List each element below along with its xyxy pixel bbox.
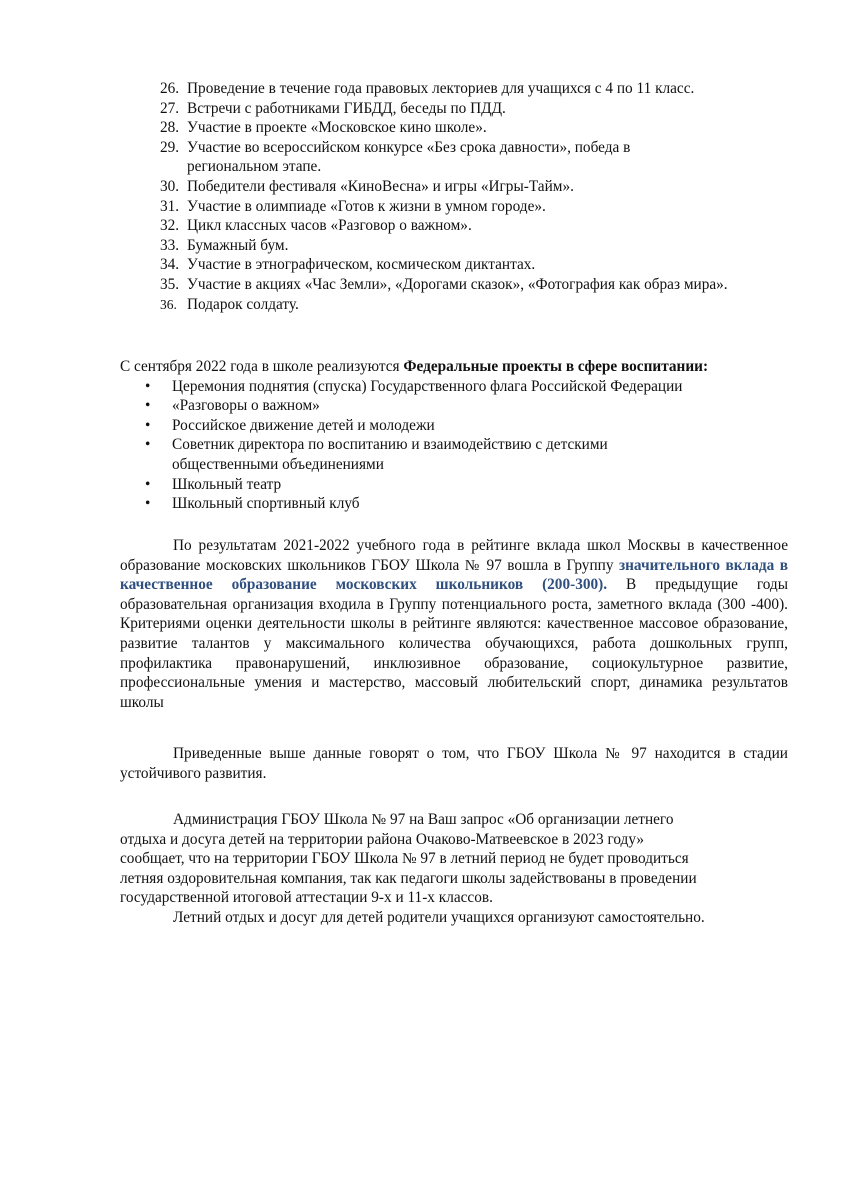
stability-paragraph: Приведенные выше данные говорят о том, что ГБОУ Школа № 97 находится в стадии устойчивого развития. bbox=[120, 745, 788, 782]
summer-line: Администрация ГБОУ Школа № 97 на Ваш запрос «Об организации летнего bbox=[173, 811, 674, 828]
federal-projects-list bbox=[120, 377, 800, 514]
intro-bold-text: Федеральные проекты в сфере воспитании: bbox=[403, 358, 709, 375]
rating-highlight: значительного вклада в качественное образование московских школьников (200-300). bbox=[120, 556, 788, 594]
list-text: Цикл классных часов «Разговор о важном». bbox=[187, 217, 472, 235]
list-item bbox=[120, 435, 800, 474]
list-text: Участие в этнографическом, космическом диктантах. bbox=[187, 256, 536, 274]
list-text: Встречи с работниками ГИБДД, беседы по ПДД. bbox=[187, 99, 506, 117]
list-text: Проведение в течение года правовых лекториев для учащихся с 4 по 11 класс. bbox=[187, 80, 695, 97]
rating-paragraph bbox=[120, 536, 788, 712]
list-text: Участие во всероссийском конкурсе «Без срока давности», победа в региональном этапе. bbox=[187, 138, 631, 176]
list-text: Участие в проекте «Московское кино школе». bbox=[187, 119, 487, 137]
list-number: 30. bbox=[160, 177, 180, 195]
list-number: 31. bbox=[160, 197, 180, 215]
list-item bbox=[160, 177, 800, 197]
list-number: 27. bbox=[160, 99, 180, 117]
list-number: 35. bbox=[160, 275, 180, 293]
list-text: Школьный спортивный клуб bbox=[172, 495, 360, 513]
list-text: Участие в олимпиаде «Готов к жизни в умном городе». bbox=[187, 197, 546, 215]
summer-line: летняя оздоровительная компания, так как педагоги школы задействованы в проведении bbox=[120, 869, 697, 887]
list-item bbox=[160, 255, 800, 275]
intro-text: С сентября 2022 года в школе реализуются bbox=[120, 358, 404, 375]
list-number: 33. bbox=[160, 236, 180, 254]
bullet-icon: • bbox=[145, 416, 151, 434]
events-numbered-list bbox=[160, 79, 800, 314]
list-item bbox=[160, 99, 800, 119]
list-item bbox=[120, 377, 800, 397]
list-item bbox=[160, 138, 800, 177]
list-text: Церемония поднятия (спуска) Государственного флага Российской Федерации bbox=[172, 377, 683, 395]
list-number: 34. bbox=[160, 256, 180, 274]
summer-line: Летний отдых и досуг для детей родители учащихся организуют самостоятельно. bbox=[173, 908, 705, 926]
bullet-icon: • bbox=[145, 495, 151, 513]
list-text: Российское движение детей и молодежи bbox=[172, 416, 435, 434]
list-text: «Разговоры о важном» bbox=[172, 397, 320, 415]
bullet-icon: • bbox=[145, 397, 151, 415]
federal-projects-section bbox=[120, 357, 800, 514]
list-text: Школьный театр bbox=[172, 475, 282, 493]
list-item bbox=[160, 295, 800, 315]
list-item bbox=[120, 396, 800, 416]
list-number: 36. bbox=[160, 296, 177, 312]
bullet-icon: • bbox=[145, 475, 151, 493]
list-text: Советник директора по воспитанию и взаимодействию с детскими общественными объединениями bbox=[172, 436, 608, 473]
rating-text-before: По результатам 2021-2022 учебного года в рейтинге вклада школ Москвы в качественное образование московских школьников ГБОУ Школа № 97 вошла в Группу bbox=[120, 537, 788, 574]
bullet-icon: • bbox=[145, 377, 151, 395]
list-item bbox=[120, 475, 800, 495]
list-item bbox=[160, 236, 800, 256]
list-text: Победители фестиваля «КиноВесна» и игры «Игры-Тайм». bbox=[187, 177, 574, 195]
summer-line: сообщает, что на территории ГБОУ Школа № 97 в летний период не будет проводиться bbox=[120, 850, 689, 868]
list-item bbox=[160, 216, 800, 236]
list-item bbox=[160, 197, 800, 217]
list-item bbox=[160, 275, 800, 295]
list-item bbox=[160, 118, 800, 138]
list-number: 29. bbox=[160, 138, 180, 156]
summer-line: отдыха и досуга детей на территории района Очаково-Матвеевское в 2023 году» bbox=[120, 830, 644, 848]
list-number: 32. bbox=[160, 217, 180, 235]
list-number: 26. bbox=[160, 80, 180, 97]
list-item bbox=[120, 416, 800, 436]
list-text: Подарок солдату. bbox=[187, 295, 299, 313]
list-item bbox=[120, 494, 800, 514]
rating-text-after: В предыдущие годы образовательная организация входила в Группу потенциального роста, заметного вклада (300 -400). Критериями оценки деятельности школы в рейтинге являются: качественное массовое образование, развитие талантов у максимального количества обучающихся, работа дошкольных групп, профилактика правонарушений, инклюзивное образование, социокультурное развитие, профессиональные умения и мастерство, массовый любительский спорт, динамика результатов школы bbox=[120, 576, 788, 711]
summer-paragraph bbox=[120, 810, 788, 928]
list-text: Бумажный бум. bbox=[187, 236, 289, 254]
bullet-icon: • bbox=[145, 436, 151, 454]
list-item bbox=[160, 79, 800, 99]
list-text: Участие в акциях «Час Земли», «Дорогами сказок», «Фотография как образ мира». bbox=[187, 275, 728, 293]
list-number: 28. bbox=[160, 119, 180, 137]
summer-line: государственной итоговой аттестации 9-х и 11-х классов. bbox=[120, 889, 493, 907]
federal-projects-intro bbox=[120, 357, 800, 377]
